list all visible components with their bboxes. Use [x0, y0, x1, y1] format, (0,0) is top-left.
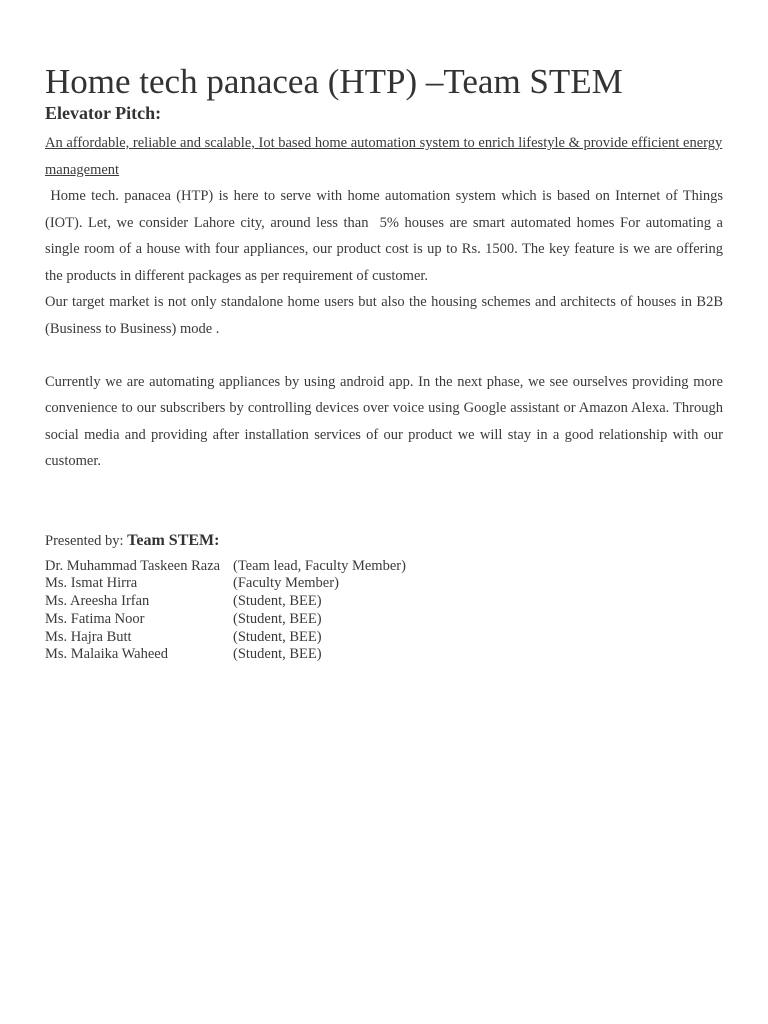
document-title: Home tech panacea (HTP) –Team STEM	[45, 62, 623, 101]
member-name: Ms. Malaika Waheed	[45, 646, 168, 663]
target-market-paragraph: Our target market is not only standalone home users but also the housing schemes and architects of houses in B2B (Business to Business) mode .	[45, 294, 723, 337]
document-page	[45, 62, 723, 664]
member-row	[45, 593, 723, 611]
member-row	[45, 558, 723, 576]
member-name: Dr. Muhammad Taskeen Raza	[45, 557, 221, 574]
member-row	[45, 646, 723, 664]
member-name: Ms. Fatima Noor	[45, 610, 145, 627]
member-role: (Team lead, Faculty Member)	[233, 557, 406, 574]
member-name: Ms. Areesha Irfan	[45, 593, 150, 610]
presented-by-label: Presented by:	[45, 532, 128, 549]
member-row	[45, 575, 723, 593]
presented-by-line	[45, 528, 723, 554]
member-role: (Student, BEE)	[233, 610, 322, 627]
section-spacer	[45, 475, 723, 528]
member-list	[45, 558, 723, 665]
member-name: Ms. Ismat Hirra	[45, 575, 138, 592]
member-row	[45, 629, 723, 647]
team-name: Team STEM:	[127, 531, 220, 549]
intro-paragraph: Home tech. panacea (HTP) is here to serve with home automation system which is based on Internet of Things (IOT). Let, we consider Lahore city, around less than 5% houses are smart automated homes For automating a single room of a house with four appliances, our product cost is up to Rs. 1500. The key feature is we are offering the products in different packages as per requirement of customer.	[45, 188, 723, 284]
member-role: (Student, BEE)	[233, 628, 322, 645]
elevator-pitch-heading: Elevator Pitch:	[45, 103, 162, 123]
paragraph-spacer	[45, 342, 723, 369]
pitch-tagline: An affordable, reliable and scalable, Iot based home automation system to enrich lifestyle & provide efficient energy management	[45, 135, 723, 178]
member-role: (Student, BEE)	[233, 646, 322, 663]
roadmap-paragraph: Currently we are automating appliances by using android app. In the next phase, we see ourselves providing more convenience to our subscribers by controlling devices over voice using Google assistant or Amazon Alexa. Through social media and providing after installation services of our product we will stay in a good relationship with our customer.	[45, 373, 723, 469]
member-name: Ms. Hajra Butt	[45, 628, 132, 645]
member-role: (Faculty Member)	[233, 575, 339, 592]
member-row	[45, 611, 723, 629]
member-role: (Student, BEE)	[233, 593, 322, 610]
